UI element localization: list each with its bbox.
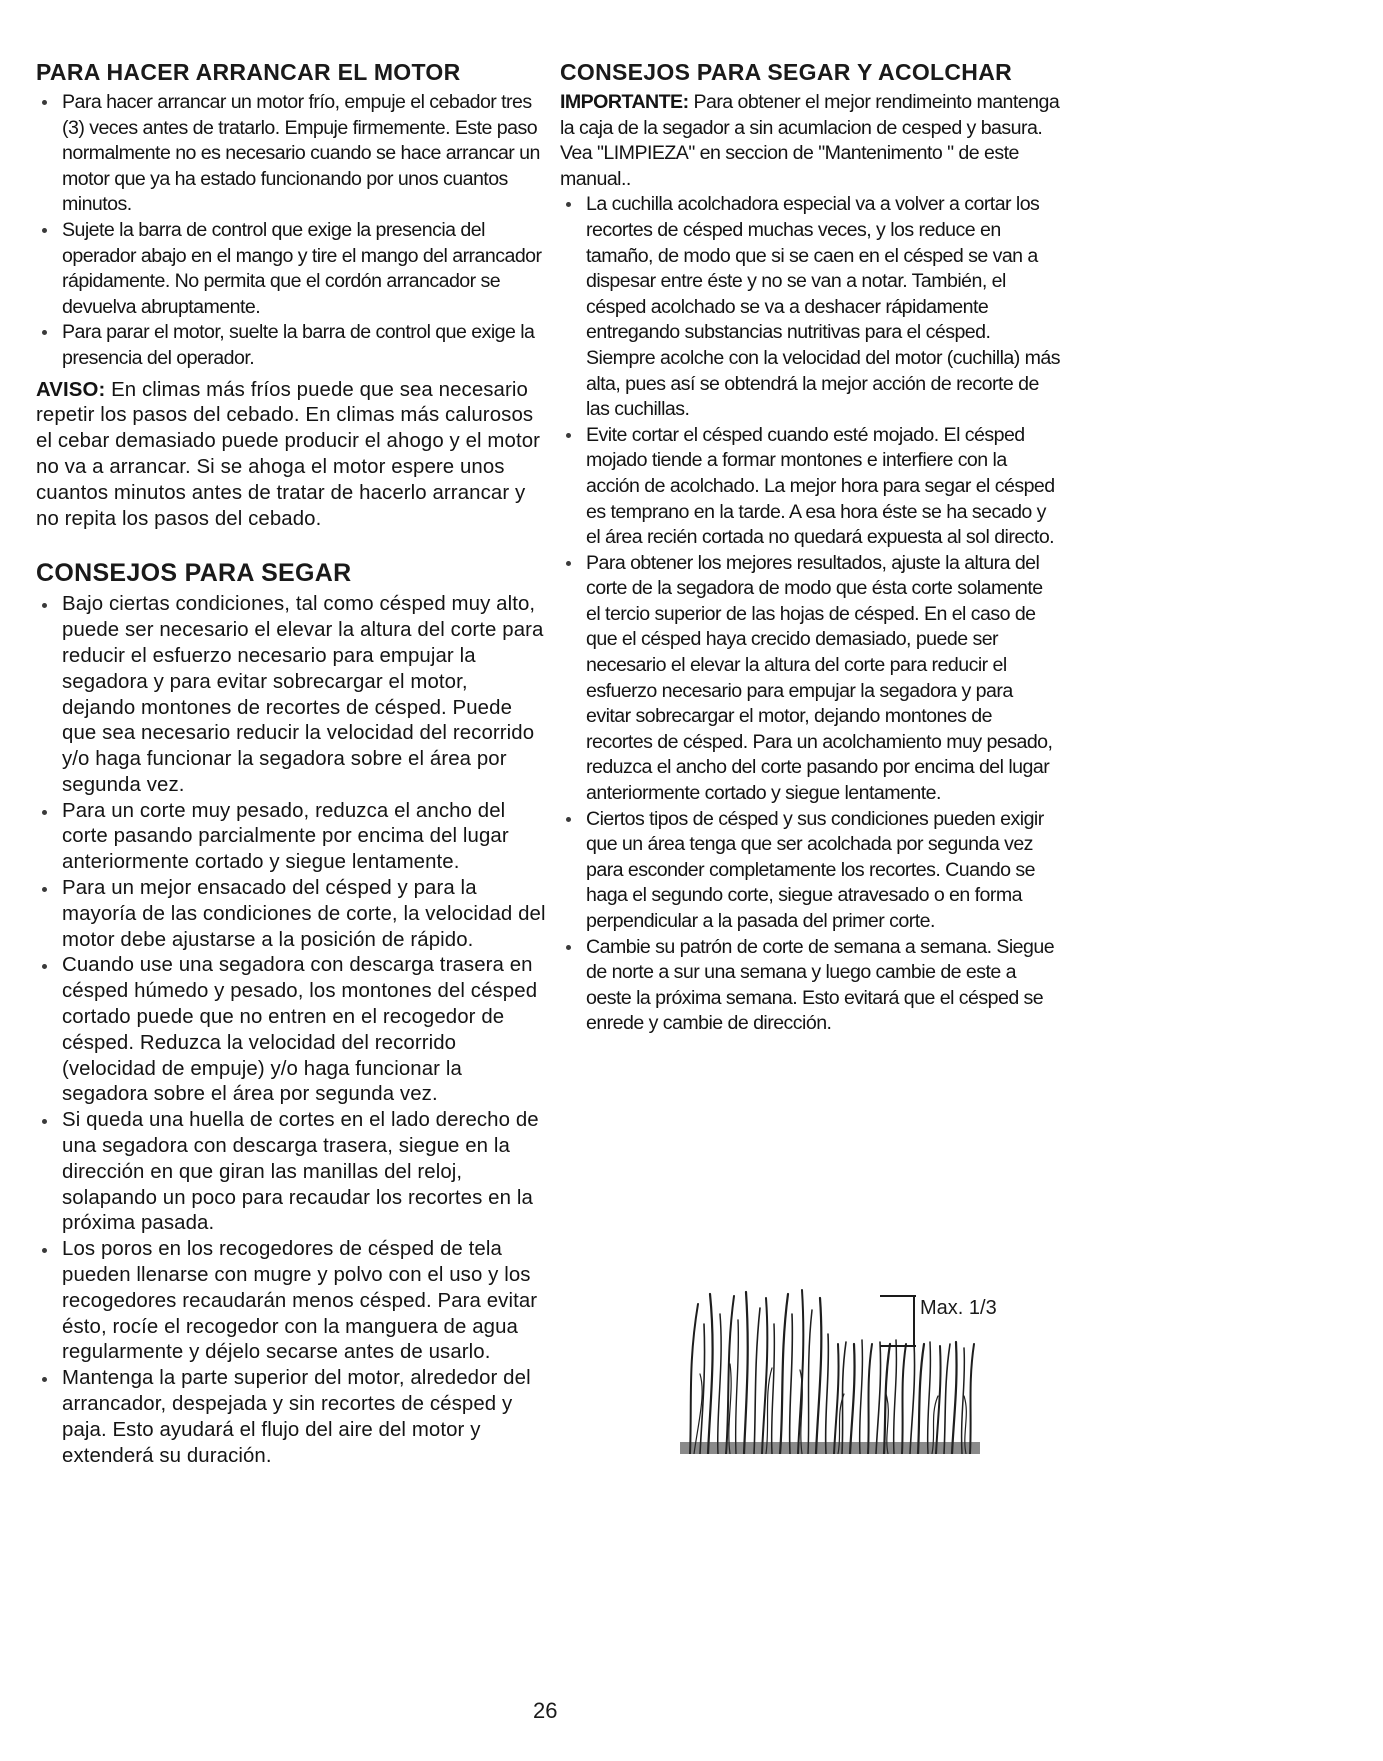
importante-label: IMPORTANTE:: [560, 91, 689, 113]
list-item: [36, 320, 546, 371]
list-item: [560, 551, 1060, 807]
list-item-text: Mantenga la parte superior del motor, alrededor del arrancador, despejada y sin recortes de césped y paja. Esto ayudará el flujo del aire del motor y extenderá su duración.: [62, 1367, 531, 1467]
max-cut-label: Max. 1/3: [920, 1297, 997, 1319]
list-item-text: Los poros en los recogedores de césped de tela pueden llenarse con mugre y polvo con el uso y los recogedores recaudarán menos césped. Para evitar ésto, rocíe el recogedor con la manguera de agua regularmente y déjelo secarse antes de usarlo.: [62, 1238, 538, 1364]
list-item-text: Evite cortar el césped cuando esté mojado. El césped mojado tiende a formar montones e interfiere con la acción de acolchado. La mejor hora para segar el césped es temprano en la tarde. A esa hora éste se ha secado y el área recién cortada no quedará expuesta al sol directo.: [586, 423, 1055, 549]
list-item: [36, 1366, 546, 1469]
bullet-icon: [42, 1248, 47, 1253]
list-item-text: Ciertos tipos de césped y sus condiciones pueden exigir que un área tenga que ser acolchada por segunda vez para esconder completamente los recortes. Cuando se haga el segundo corte, siegue atravesado o en forma perpendicular a la pasada del primer corte.: [586, 807, 1044, 932]
list-item-text: Cuando use una segadora con descarga trasera en césped húmedo y pesado, los montones del césped cortado puede que no entren en el recogedor de césped. Reduzca la velocidad del recorrido (velocidad de empuje) y/o haga funcionar la segadora sobre el área por segunda vez.: [62, 954, 538, 1106]
bullet-icon: [566, 561, 571, 566]
bullet-icon: [42, 810, 47, 815]
bullet-icon: [42, 228, 47, 233]
list-item: [36, 799, 546, 876]
bullet-icon: [566, 817, 571, 822]
ground-strip: [680, 1442, 980, 1454]
bullet-icon: [42, 603, 47, 608]
bullet-icon: [566, 945, 571, 950]
bullet-icon: [42, 887, 47, 892]
list-item: [36, 953, 546, 1108]
list-item: [36, 218, 546, 320]
list-item-text: Si queda una huella de cortes en el lado derecho de una segadora con descarga trasera, siegue en la dirección en que giran las manillas del reloj, solapando un poco para recaudar los recortes en la próxima pasada.: [62, 1109, 539, 1235]
importante-note: [560, 90, 1060, 192]
mulching-tips-list: [560, 192, 1060, 1037]
aviso-label: AVISO:: [36, 378, 106, 401]
list-item: [36, 1108, 546, 1237]
right-column: [560, 58, 1060, 1037]
list-item-text: Para un corte muy pesado, reduzca el ancho del corte pasando parcialmente por encima del lugar anteriormente cortado y siegue lentamente.: [62, 799, 509, 874]
importante-text: Para obtener el mejor rendimeinto mantenga la caja de la segador a sin acumlacion de cesped y basura. Vea "LIMPIEZA" en seccion de "Mantenimento " de este manual..: [560, 91, 1060, 190]
list-item: [36, 1237, 546, 1366]
start-engine-list: [36, 90, 546, 372]
list-item: [36, 592, 546, 798]
list-item-text: Sujete la barra de control que exige la presencia del operador abajo en el mango y tire el mango del arrancador rápidamente. No permita que el cordón arrancador se devuelva abruptamente.: [62, 218, 542, 318]
list-item-text: Para hacer arrancar un motor frío, empuje el cebador tres (3) veces antes de tratarlo. Empuje firmemente. Este paso normalmente no es necesario cuando se hace arrancar un motor que ya ha estado funcionando por unos cuantos minutos.: [62, 91, 540, 216]
list-item: [36, 876, 546, 953]
bullet-icon: [42, 100, 47, 105]
list-item-text: La cuchilla acolchadora especial va a volver a cortar los recortes de césped muchas veces, y los reduce en tamaño, de modo que si se caen en el césped se van a dispesar entre éste y no se van a notar. También, el césped acolchado se va a deshacer rápidamente entregando substancias nutritivas para el césped. Siempre acolche con la velocidad del motor (cuchilla) más alta, pues así se obtendrá la mejor acción de recorte de las cuchillas.: [586, 193, 1060, 421]
bullet-icon: [42, 1377, 47, 1382]
page-number: 26: [533, 1698, 558, 1723]
bullet-icon: [566, 433, 571, 438]
list-item: [36, 90, 546, 218]
section-title-mowing-tips: CONSEJOS PARA SEGAR: [36, 559, 352, 588]
left-column: [36, 58, 546, 1469]
bullet-icon: [42, 330, 47, 335]
list-item-text: Para parar el motor, suelte la barra de control que exige la presencia del operador.: [62, 321, 535, 369]
cut-height-bracket: [880, 1296, 916, 1346]
list-item: [560, 935, 1060, 1037]
aviso-text: En climas más fríos puede que sea necesario repetir los pasos del cebado. En climas más calurosos el cebar demasiado puede producir el ahogo y el motor no va a arrancar. Si se ahoga el motor espere unos cuantos minutos antes de tratar de hacerlo arrancar y no repita los pasos del cebado.: [36, 378, 541, 530]
aviso-note: [36, 378, 546, 533]
bullet-icon: [566, 202, 571, 207]
bullet-icon: [42, 1119, 47, 1124]
list-item-text: Para obtener los mejores resultados, ajuste la altura del corte de la segadora de modo que ésta corte solamente el tercio superior de las hojas de césped. En el caso de que el césped haya crecido demasiado, puede ser necesario el elevar la altura del corte para reducir el esfuerzo necesario para empujar la segadora y para evitar sobrecargar el motor, dejando montones de recortes de césped. Para un acolchamiento muy pesado, reduzca el ancho del corte pasando por encima del lugar anteriormente cortado y siegue lentamente.: [586, 551, 1053, 805]
list-item: [560, 192, 1060, 422]
section-title-start-engine: PARA HACER ARRANCAR EL MOTOR: [36, 59, 461, 85]
list-item-text: Bajo ciertas condiciones, tal como césped muy alto, puede ser necesario el elevar la altura del corte para reducir el esfuerzo necesario para empujar la segadora y para evitar sobrecargar el motor, dejando montones de recortes de césped. Puede que sea necesario reducir la velocidad del recorrido y/o haga funcionar la segadora sobre el área por segunda vez.: [62, 593, 544, 796]
mowing-tips-list: [36, 592, 546, 1469]
section-title-mulching-tips: CONSEJOS PARA SEGAR Y ACOLCHAR: [560, 59, 1013, 85]
list-item: [560, 423, 1060, 551]
list-item-text: Cambie su patrón de corte de semana a semana. Siegue de norte a sur una semana y luego cambie de este a oeste la próxima semana. Esto evitará que el césped se enrede y cambie de dirección.: [586, 935, 1055, 1035]
list-item-text: Para un mejor ensacado del césped y para la mayoría de las condiciones de corte, la velocidad del motor debe ajustarse a la posición de rápido.: [62, 877, 546, 951]
list-item: [560, 807, 1060, 935]
bullet-icon: [42, 964, 47, 969]
